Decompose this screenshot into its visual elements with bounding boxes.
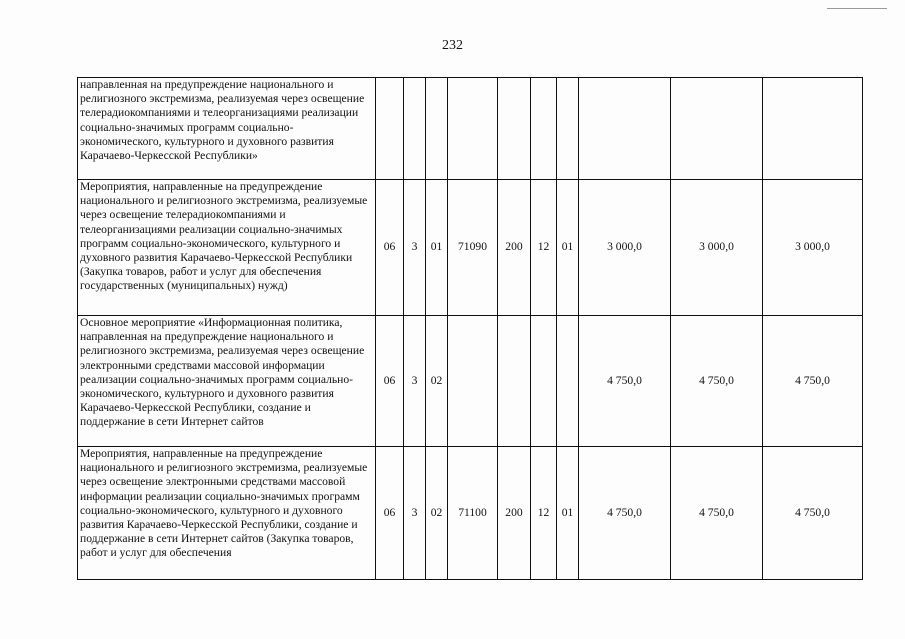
cell-code-3 [426,78,448,180]
table-row [78,78,863,180]
cell-code-4 [448,316,498,447]
cell-code-2: 3 [404,316,426,447]
cell-code-6 [531,78,557,180]
page-number: 232 [442,38,463,53]
cell-code-2: 3 [404,447,426,580]
cell-amount-2: 3 000,0 [671,180,763,316]
cell-amount-2 [671,78,763,180]
cell-code-1: 06 [376,316,404,447]
table-row [78,180,863,316]
cell-code-7 [557,316,579,447]
cell-amount-2: 4 750,0 [671,316,763,447]
cell-code-7 [557,78,579,180]
cell-code-5: 200 [498,447,531,580]
cell-amount-3 [763,78,863,180]
cell-code-1: 06 [376,180,404,316]
table-row [78,447,863,580]
cell-code-4 [448,78,498,180]
row-description: направленная на предупреждение национального и религиозного экстремизма, реализуемая через освещение телерадиокомпаниями и телеорганизациями реализации социально-значимых программ социально-экономического, культурного и духовного развития Карачаево-Черкесской Республики» [78,78,376,180]
cell-code-6: 12 [531,180,557,316]
cell-amount-1 [579,78,671,180]
cell-code-5 [498,316,531,447]
cell-amount-3: 4 750,0 [763,316,863,447]
cell-code-3: 02 [426,447,448,580]
cell-code-4: 71100 [448,447,498,580]
cell-amount-1: 3 000,0 [579,180,671,316]
cell-code-5: 200 [498,180,531,316]
cell-code-3: 02 [426,316,448,447]
cell-amount-1: 4 750,0 [579,447,671,580]
cell-code-1: 06 [376,447,404,580]
row-description: Мероприятия, направленные на предупреждение национального и религиозного экстремизма, реализуемые через освещение телерадиокомпаниями и телеорганизациями реализации социально-значимых программ социально-экономического, культурного и духовного развития Карачаево-Черкесской Республики (Закупка товаров, работ и услуг для обеспечения государственных (муниципальных) нужд) [78,180,376,316]
cell-amount-3: 4 750,0 [763,447,863,580]
budget-table [77,77,863,580]
cell-code-6 [531,316,557,447]
cell-code-1 [376,78,404,180]
cell-code-6: 12 [531,447,557,580]
table-row [78,316,863,447]
cell-code-2 [404,78,426,180]
cell-code-2: 3 [404,180,426,316]
cell-code-7: 01 [557,447,579,580]
cell-amount-1: 4 750,0 [579,316,671,447]
cell-code-7: 01 [557,180,579,316]
row-description: Мероприятия, направленные на предупреждение национального и религиозного экстремизма, реализуемые через освещение электронными средствами массовой информации реализации социально-значимых программ социально-экономического, культурного и духовного развития Карачаево-Черкесской Республики, создание и поддержание в сети Интернет сайтов (Закупка товаров, работ и услуг для обеспечения [78,447,376,580]
cell-code-5 [498,78,531,180]
cell-code-4: 71090 [448,180,498,316]
cell-code-3: 01 [426,180,448,316]
corner-scan-mark [827,8,887,9]
cell-amount-2: 4 750,0 [671,447,763,580]
cell-amount-3: 3 000,0 [763,180,863,316]
row-description: Основное мероприятие «Информационная политика, направленная на предупреждение национального и религиозного экстремизма, реализуемая через освещение электронными средствами массовой информации реализации социально-значимых программ социально-экономического, культурного и духовного развития Карачаево-Черкесской Республики, создание и поддержание в сети Интернет сайтов [78,316,376,447]
